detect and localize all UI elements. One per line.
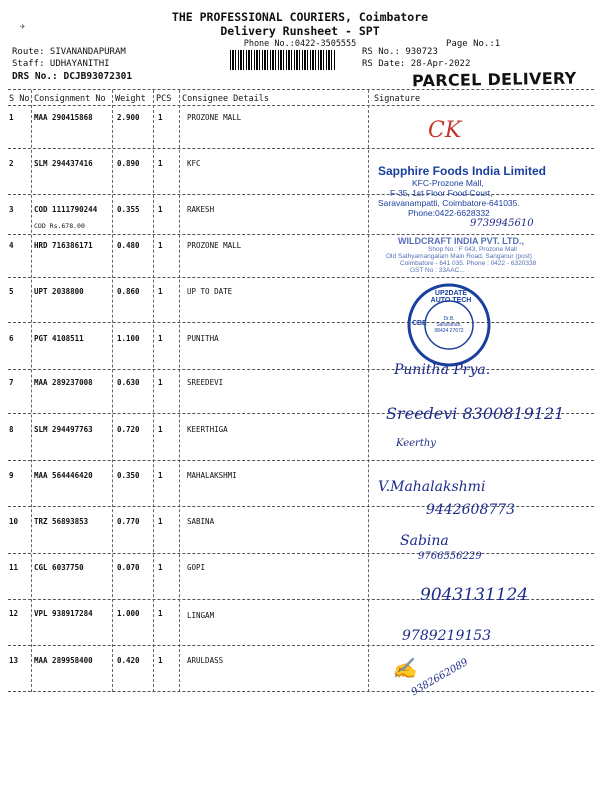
col-pcs: PCS [156, 94, 172, 104]
row-sno: 2 [9, 159, 14, 168]
row-rule [8, 645, 594, 646]
wildcraft-stamp [386, 236, 586, 274]
col-divider [153, 90, 154, 692]
signature-9b: 9442608773 [426, 502, 516, 518]
row-rule [8, 277, 594, 278]
row-sno: 11 [9, 563, 19, 572]
col-signature: Signature [374, 94, 421, 104]
row-rule [8, 369, 594, 370]
row-weight: 0.890 [117, 159, 140, 168]
col-weight: Weight [115, 94, 146, 104]
stamp-company: Sapphire Foods India Limited [378, 164, 547, 178]
row-consignee: KEERTHIGA [187, 425, 228, 434]
row-weight: 0.070 [117, 563, 140, 572]
sapphire-stamp [378, 164, 568, 218]
signature-13-mark: ✍ [392, 656, 417, 680]
round-stamp-text: UP2DATE AUTO TECH [430, 290, 472, 304]
row-consignee: PROZONE MALL [187, 241, 242, 250]
row-weight: 0.420 [117, 656, 140, 665]
row-sno: 7 [9, 378, 14, 387]
row-sno: 4 [9, 241, 14, 250]
logo-mark: ✈ [20, 22, 26, 32]
row-rule [8, 691, 594, 692]
row-pcs: 1 [158, 241, 163, 250]
row-consignment: COD 1111790244 [34, 205, 98, 214]
row-sno: 3 [9, 205, 14, 214]
col-consignee: Consignee Details [182, 94, 269, 104]
row-consignment: HRD 716386171 [34, 241, 93, 250]
signature-10b: 9766556229 [418, 551, 482, 562]
cod-amount: COD Rs.678.00 [34, 222, 85, 230]
company-title: THE PROFESSIONAL COURIERS, Coimbatore [171, 10, 429, 24]
stamp-line: GST No : 33AAC... [410, 267, 465, 274]
row-sno: 8 [9, 425, 14, 434]
signature-9a: V.Mahalakshmi [378, 479, 486, 495]
row-pcs: 1 [158, 425, 163, 434]
signature-10a: Sabina [400, 533, 449, 549]
row-rule [8, 148, 594, 149]
row-consignment: SLM 294437416 [34, 159, 93, 168]
col-divider [31, 90, 32, 692]
table-top-rule [8, 89, 594, 90]
col-consignment: Consignment No [34, 94, 106, 104]
stamp-line: Saravanampatti, Coimbatore-641035. [378, 198, 520, 208]
row-consignee: SREEDEVI [187, 378, 224, 387]
signature-8: Keerthy [396, 438, 436, 449]
barcode [230, 50, 336, 70]
phone-number: Phone No.:0422-3505555 [243, 39, 357, 49]
stamp-line: Shop No : F 043, Prozone Mall [428, 246, 517, 253]
row-pcs: 1 [158, 287, 163, 296]
rs-number: RS No.: 930723 [362, 47, 438, 57]
signature-6: Punitha Prya. [394, 362, 491, 378]
parcel-delivery-stamp: PARCEL DELIVERY [411, 68, 577, 91]
row-consignee: PROZONE MALL [187, 113, 242, 122]
row-pcs: 1 [158, 517, 163, 526]
table-header-rule [8, 105, 594, 106]
drs-number: DRS No.: DCJB93072301 [12, 71, 133, 82]
row-rule [8, 322, 594, 323]
row-weight: 0.350 [117, 471, 140, 480]
row-consignment: MAA 289958400 [34, 656, 93, 665]
signature-7: Sreedevi 8300819121 [386, 404, 565, 423]
stamp-line: F-35, 1st Floor Food Court, [390, 188, 493, 198]
row-pcs: 1 [158, 113, 163, 122]
row-rule [8, 234, 594, 235]
row-consignee: ARULDASS [187, 656, 224, 665]
row-consignment: CGL 6037750 [34, 563, 84, 572]
stamp-line: Old Sathyamangalam Main Road, Sanganur (post) [386, 253, 532, 260]
col-divider [179, 90, 180, 692]
stamp-line: KFC-Prozone Mall, [412, 178, 484, 188]
row-weight: 0.480 [117, 241, 140, 250]
row-consignment: MAA 289237008 [34, 378, 93, 387]
col-sno: S No [9, 94, 30, 104]
row-consignment: TRZ 56893853 [34, 517, 89, 526]
signature-13: 9382662089 [409, 656, 471, 699]
row-consignee: UP TO DATE [187, 287, 233, 296]
row-consignment: UPT 2038800 [34, 287, 84, 296]
row-rule [8, 460, 594, 461]
row-sno: 13 [9, 656, 19, 665]
row-consignee: SABINA [187, 517, 215, 526]
row-weight: 1.100 [117, 334, 140, 343]
row-weight: 2.900 [117, 113, 140, 122]
row-sno: 6 [9, 334, 14, 343]
row-consignment: VPL 938917284 [34, 609, 93, 618]
row-pcs: 1 [158, 656, 163, 665]
row-pcs: 1 [158, 205, 163, 214]
row-pcs: 1 [158, 159, 163, 168]
row-consignment: MAA 564446420 [34, 471, 93, 480]
row-pcs: 1 [158, 378, 163, 387]
col-divider [112, 90, 113, 692]
row-pcs: 1 [158, 334, 163, 343]
stamp-line: Coimbatore - 641 035. Phone : 0422 - 6320338 [400, 260, 537, 267]
stamp-line: Phone:0422-6628332 [408, 208, 490, 218]
row-consignee: MAHALAKSHMI [187, 471, 237, 480]
row-consignee: RAKESH [187, 205, 215, 214]
row-consignment: SLM 294497763 [34, 425, 93, 434]
row-weight: 1.000 [117, 609, 140, 618]
row-consignment: PGT 4108511 [34, 334, 84, 343]
row-consignee: KFC [187, 159, 201, 168]
row-weight: 0.770 [117, 517, 140, 526]
row-sno: 10 [9, 517, 19, 526]
runsheet-title: Delivery Runsheet - SPT [220, 24, 380, 38]
page-number: Page No.:1 [446, 39, 501, 49]
signature-1: CK [428, 118, 462, 143]
row-consignment: MAA 290415868 [34, 113, 93, 122]
row-consignee: GOPI [187, 563, 206, 572]
row-weight: 0.860 [117, 287, 140, 296]
row-pcs: 1 [158, 609, 163, 618]
row-sno: 1 [9, 113, 14, 122]
rs-date: RS Date: 28-Apr-2022 [362, 59, 471, 69]
row-pcs: 1 [158, 563, 163, 572]
round-stamp-inner: Dr.B. Saravanan, 98424 27672 [434, 316, 464, 334]
signature-3: 9739945610 [470, 218, 534, 229]
signature-11: 9043131124 [420, 585, 529, 605]
row-sno: 5 [9, 287, 14, 296]
row-weight: 0.355 [117, 205, 140, 214]
route-label: Route: SIVANANDAPURAM [12, 47, 126, 57]
row-weight: 0.720 [117, 425, 140, 434]
row-sno: 9 [9, 471, 14, 480]
round-stamp [406, 282, 492, 368]
row-sno: 12 [9, 609, 19, 618]
round-stamp-side: CBE [412, 320, 427, 327]
stamp-company: WILDCRAFT INDIA PVT. LTD., [398, 236, 524, 246]
row-pcs: 1 [158, 471, 163, 480]
row-consignee: PUNITHA [187, 334, 219, 343]
staff-label: Staff: UDHAYANITHI [12, 59, 110, 69]
row-weight: 0.630 [117, 378, 140, 387]
row-consignee: LINGAM [187, 611, 215, 620]
signature-12: 9789219153 [402, 628, 492, 644]
col-divider [368, 90, 369, 692]
row-rule [8, 553, 594, 554]
